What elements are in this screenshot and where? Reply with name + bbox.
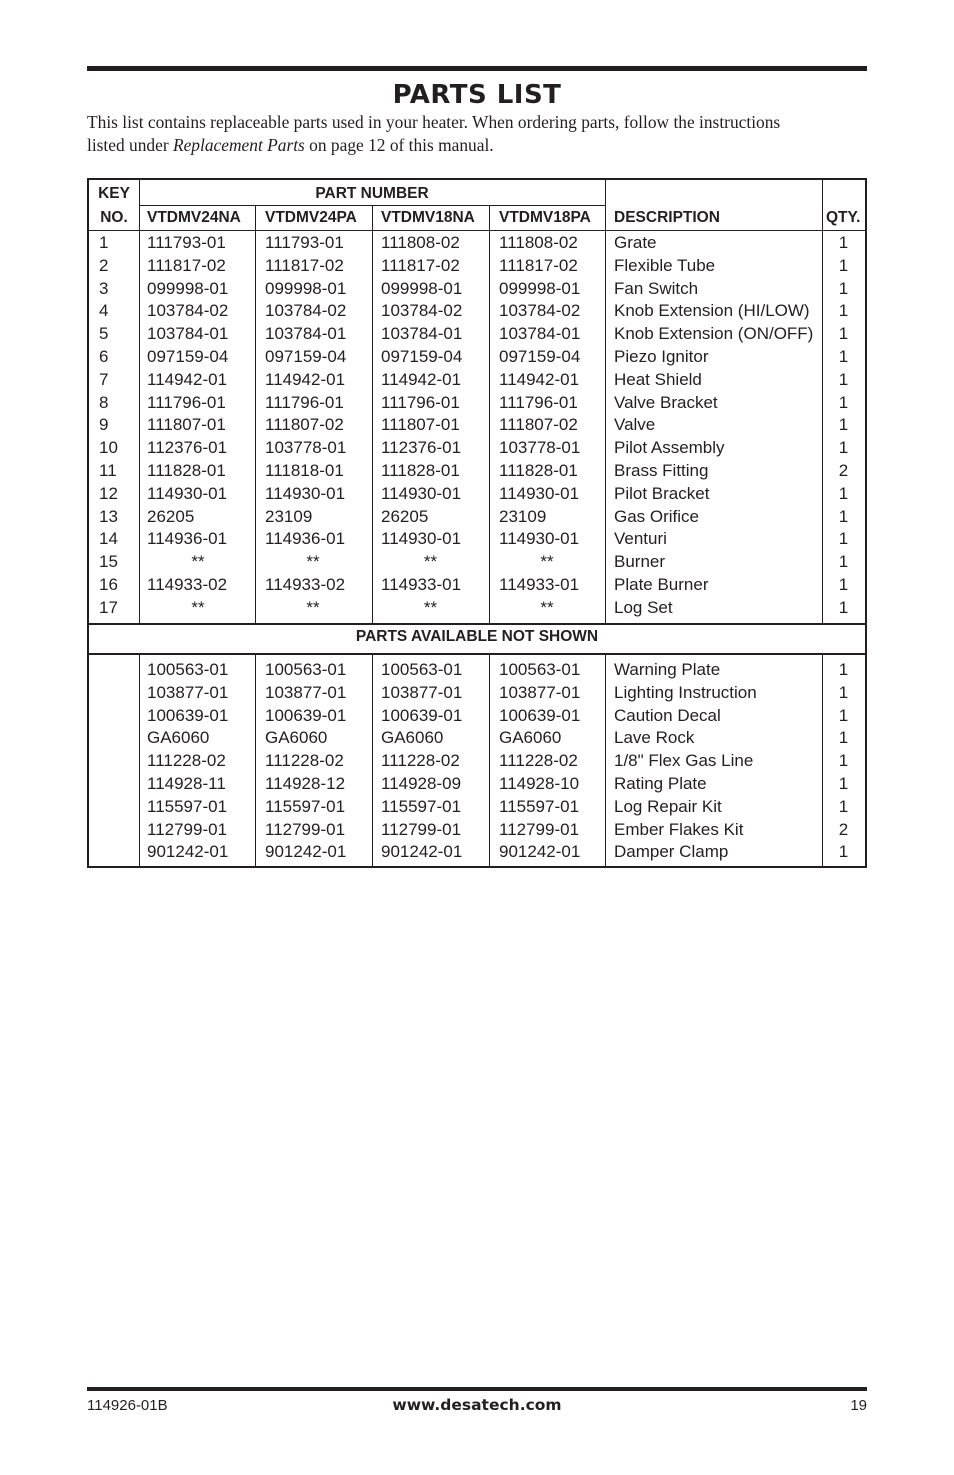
key-number-cell: 4: [99, 301, 109, 321]
part-number-cell: 111828-01: [147, 461, 226, 480]
part-number-cell: 114933-01: [381, 575, 462, 594]
description-cell: Lave Rock: [614, 728, 695, 748]
header-model-3: VTDMV18NA: [381, 209, 475, 226]
qty-cell: 1: [838, 347, 849, 366]
qty-cell: 1: [838, 682, 849, 702]
qty-cell: 1: [838, 751, 849, 771]
part-number-cell: 115597-01: [381, 796, 462, 816]
qty-cell: 2: [838, 461, 849, 480]
part-number-cell: 100563-01: [381, 660, 463, 679]
part-number-cell: 111828-01: [381, 461, 460, 480]
part-number-cell: 099998-01: [499, 278, 581, 298]
key-number-cell: 5: [99, 324, 109, 344]
qty-cell: 1: [838, 301, 849, 321]
qty-cell: 1: [838, 483, 849, 503]
part-number-cell: 111817-02: [499, 255, 578, 275]
part-number-cell: 112799-01: [265, 819, 346, 839]
part-number-cell: 26205: [147, 506, 195, 526]
part-number-cell: 111817-02: [265, 255, 344, 275]
part-number-cell: 103784-02: [147, 301, 229, 321]
part-number-cell: 103784-02: [499, 301, 581, 321]
part-number-cell: **: [191, 597, 205, 617]
part-number-cell: 901242-01: [265, 842, 347, 862]
part-number-cell: 099998-01: [265, 278, 347, 298]
part-number-cell: 097159-04: [265, 347, 347, 366]
part-number-cell: 111796-01: [265, 392, 344, 412]
part-number-cell: **: [423, 552, 438, 572]
part-number-cell: **: [540, 552, 554, 572]
description-cell: Piezo Ignitor: [614, 347, 709, 366]
part-number-cell: 099998-01: [381, 278, 463, 298]
part-number-cell: 115597-01: [499, 796, 580, 816]
part-number-cell: 901242-01: [381, 842, 463, 862]
description-cell: Valve: [614, 415, 656, 435]
part-number-cell: 103778-01: [499, 438, 581, 458]
col-line-model-1-lower: [255, 655, 256, 866]
description-cell: Damper Clamp: [614, 842, 729, 862]
part-number-cell: 114933-01: [499, 575, 580, 594]
page-title: PARTS LIST: [392, 80, 562, 110]
description-cell: Rating Plate: [614, 774, 707, 793]
description-cell: Venturi: [614, 529, 667, 549]
col-line-model-2-lower: [372, 655, 373, 866]
part-number-cell: GA6060: [147, 728, 210, 748]
key-number-cell: 8: [99, 392, 109, 412]
qty-cell: 1: [838, 660, 849, 679]
part-number-cell: 114930-01: [499, 529, 580, 549]
part-number-cell: **: [423, 597, 438, 617]
part-number-cell: 103877-01: [381, 682, 463, 702]
part-number-cell: GA6060: [265, 728, 328, 748]
part-number-cell: 097159-04: [381, 347, 463, 366]
footer-doc-number: 114926-01B: [87, 1397, 168, 1414]
key-number-cell: 9: [99, 415, 109, 435]
key-number-cell: 11: [99, 461, 117, 480]
part-number-cell: 111228-02: [265, 751, 344, 771]
key-number-cell: 15: [99, 552, 118, 572]
description-cell: Plate Burner: [614, 575, 709, 594]
key-number-cell: 6: [99, 347, 109, 366]
col-line-model-4-lower: [605, 655, 606, 866]
part-number-cell: 100563-01: [147, 660, 229, 679]
footer-website: www.desatech.com: [392, 1396, 562, 1414]
part-number-cell: 114933-02: [147, 575, 228, 594]
qty-cell: 1: [838, 324, 849, 344]
key-number-cell: 16: [99, 575, 118, 594]
qty-cell: 1: [838, 506, 849, 526]
header-no: NO.: [100, 209, 128, 226]
header-key: KEY: [98, 185, 130, 202]
description-cell: Ember Flakes Kit: [614, 819, 744, 839]
part-number-cell: 103778-01: [265, 438, 347, 458]
part-number-cell: 111793-01: [265, 233, 344, 252]
part-number-cell: 112799-01: [381, 819, 462, 839]
key-number-cell: 3: [99, 278, 109, 298]
part-number-cell: 23109: [265, 506, 313, 526]
header-description: DESCRIPTION: [614, 209, 720, 226]
description-cell: Log Set: [614, 597, 673, 617]
part-number-cell: 111807-02: [499, 415, 578, 435]
part-number-cell: 112799-01: [499, 819, 580, 839]
part-number-cell: 114942-01: [381, 369, 462, 389]
qty-cell: 1: [838, 278, 849, 298]
part-number-cell: 103784-01: [265, 324, 347, 344]
qty-cell: 1: [838, 392, 849, 412]
description-cell: Lighting Instruction: [614, 682, 757, 702]
header-qty: QTY.: [826, 209, 861, 226]
description-cell: Caution Decal: [614, 705, 721, 725]
header-model-2: VTDMV24PA: [265, 209, 357, 226]
key-number-cell: 14: [99, 529, 118, 549]
part-number-cell: 097159-04: [147, 347, 229, 366]
part-number-cell: 112376-01: [147, 438, 228, 458]
part-number-cell: 111808-02: [381, 233, 460, 252]
description-cell: Flexible Tube: [614, 255, 716, 275]
part-number-cell: 114930-01: [147, 483, 228, 503]
part-number-cell: 103877-01: [265, 682, 347, 702]
part-number-cell: 111228-02: [499, 751, 578, 771]
part-number-cell: 114928-10: [499, 774, 580, 793]
description-cell: Gas Orifice: [614, 506, 700, 526]
description-cell: 1/8" Flex Gas Line: [614, 751, 754, 771]
part-number-cell: 100639-01: [381, 705, 463, 725]
description-cell: Grate: [614, 233, 657, 252]
part-number-cell: 112799-01: [147, 819, 228, 839]
description-cell: Log Repair Kit: [614, 796, 722, 816]
part-number-cell: 114936-01: [147, 529, 228, 549]
section-title-parts-not-shown: PARTS AVAILABLE NOT SHOWN: [355, 628, 599, 645]
qty-cell: 1: [838, 705, 849, 725]
part-number-cell: 114942-01: [265, 369, 346, 389]
part-number-cell: 099998-01: [147, 278, 229, 298]
part-number-cell: 103784-02: [381, 301, 463, 321]
key-number-cell: 10: [99, 438, 118, 458]
qty-cell: 1: [838, 774, 849, 793]
part-number-cell: 103877-01: [147, 682, 229, 702]
qty-cell: 1: [838, 728, 849, 748]
intro-line-1: This list contains replaceable parts used in your heater. When ordering parts, follow the instructions: [87, 112, 781, 132]
qty-cell: 1: [838, 255, 849, 275]
intro-line-2-start: listed under: [87, 135, 173, 155]
description-cell: Warning Plate: [614, 660, 721, 679]
part-number-cell: 23109: [499, 506, 547, 526]
key-number-cell: 13: [99, 506, 118, 526]
qty-cell: 1: [838, 597, 849, 617]
intro-line-2-end: on page 12 of this manual.: [304, 135, 494, 155]
description-cell: Knob Extension (HI/LOW): [614, 301, 810, 321]
description-cell: Brass Fitting: [614, 461, 709, 480]
part-number-cell: 100639-01: [147, 705, 229, 725]
description-cell: Valve Bracket: [614, 392, 718, 412]
qty-cell: 1: [838, 796, 849, 816]
qty-cell: 1: [838, 415, 849, 435]
description-cell: Fan Switch: [614, 278, 699, 298]
footer-page-number: 19: [850, 1397, 867, 1414]
part-number-cell: 111228-02: [381, 751, 460, 771]
part-number-cell: 111807-01: [147, 415, 226, 435]
part-number-cell: 100563-01: [499, 660, 581, 679]
intro-italic-reference: Replacement Parts: [172, 135, 305, 155]
part-number-cell: 111817-02: [381, 255, 460, 275]
key-number-cell: 7: [99, 369, 109, 389]
part-number-cell: 111807-02: [265, 415, 344, 435]
header-bottom-line: [89, 230, 865, 231]
part-number-cell: 114930-01: [381, 529, 462, 549]
qty-cell: 1: [838, 842, 849, 862]
qty-cell: 1: [838, 233, 849, 252]
part-number-cell: 111228-02: [147, 751, 226, 771]
part-number-cell: **: [191, 552, 205, 572]
part-number-cell: **: [306, 552, 320, 572]
header-part-number: PART NUMBER: [315, 185, 429, 202]
part-number-cell: 111796-01: [381, 392, 460, 412]
part-number-cell: 103784-01: [381, 324, 463, 344]
description-cell: Burner: [614, 552, 666, 572]
qty-cell: 1: [838, 552, 849, 572]
part-number-cell: 100639-01: [265, 705, 347, 725]
part-number-cell: 111807-01: [381, 415, 460, 435]
part-number-cell: **: [540, 597, 554, 617]
key-number-cell: 12: [99, 483, 118, 503]
qty-cell: 1: [838, 575, 849, 594]
part-number-cell: 114933-02: [265, 575, 346, 594]
part-number-cell: 115597-01: [265, 796, 346, 816]
part-number-cell: 901242-01: [147, 842, 229, 862]
qty-cell: 1: [838, 369, 849, 389]
part-number-cell: 115597-01: [147, 796, 228, 816]
part-number-cell: 103784-02: [265, 301, 347, 321]
part-number-cell: 100563-01: [265, 660, 347, 679]
part-number-cell: 114930-01: [499, 483, 580, 503]
part-number-cell: **: [306, 597, 320, 617]
part-number-cell: 100639-01: [499, 705, 581, 725]
part-number-cell: 111796-01: [499, 392, 578, 412]
part-number-cell: 114928-09: [381, 774, 462, 793]
top-rule: [87, 66, 867, 71]
part-number-cell: 111793-01: [147, 233, 226, 252]
part-number-cell: 114928-12: [265, 774, 346, 793]
description-cell: Pilot Bracket: [614, 483, 710, 503]
description-cell: Knob Extension (ON/OFF): [614, 324, 814, 344]
part-number-cell: 114930-01: [381, 483, 462, 503]
part-number-cell: 114942-01: [499, 369, 580, 389]
col-line-key-lower: [139, 655, 140, 866]
part-number-cell: 114936-01: [265, 529, 346, 549]
part-number-cell: 114942-01: [147, 369, 228, 389]
part-number-cell: 111818-01: [265, 461, 344, 480]
part-number-cell: 097159-04: [499, 347, 581, 366]
intro-paragraph: [87, 111, 867, 157]
key-number-cell: 1: [99, 233, 109, 252]
part-number-cell: 111808-02: [499, 233, 578, 252]
qty-cell: 1: [838, 529, 849, 549]
col-line-model-4: [605, 180, 606, 623]
part-number-cell: 103877-01: [499, 682, 581, 702]
part-number-cell: 26205: [381, 506, 429, 526]
part-number-cell: 114928-11: [147, 774, 226, 793]
qty-cell: 2: [838, 819, 849, 839]
part-number-cell: GA6060: [381, 728, 444, 748]
key-number-cell: 2: [99, 255, 109, 275]
part-number-cell: 111796-01: [147, 392, 226, 412]
qty-cell: 1: [838, 438, 849, 458]
col-line-model-3-lower: [489, 655, 490, 866]
part-number-cell: 111817-02: [147, 255, 226, 275]
bottom-rule: [87, 1387, 867, 1391]
part-number-cell: GA6060: [499, 728, 562, 748]
header-model-4: VTDMV18PA: [499, 209, 591, 226]
part-number-cell: 103784-01: [147, 324, 229, 344]
parts-table: [87, 178, 867, 868]
key-number-cell: 17: [99, 597, 118, 617]
description-cell: Pilot Assembly: [614, 438, 725, 458]
part-number-cell: 111828-01: [499, 461, 578, 480]
part-number-cell: 114930-01: [265, 483, 346, 503]
part-number-cell: 901242-01: [499, 842, 581, 862]
part-number-cell: 112376-01: [381, 438, 462, 458]
part-number-cell: 103784-01: [499, 324, 581, 344]
header-model-1: VTDMV24NA: [147, 209, 241, 226]
description-cell: Heat Shield: [614, 369, 702, 389]
